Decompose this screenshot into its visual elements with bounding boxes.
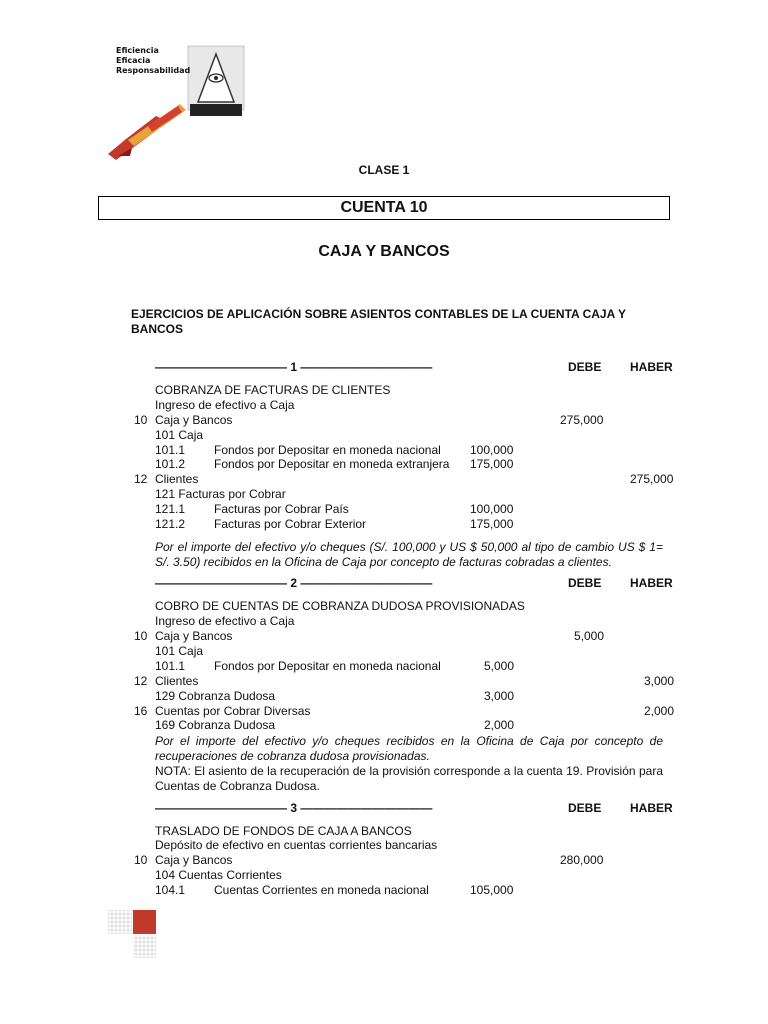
- sub-account: 121 Facturas por Cobrar: [155, 487, 286, 501]
- partial-amount: 175,000: [470, 457, 514, 471]
- page-title: CAJA Y BANCOS: [318, 243, 450, 260]
- partial-amount: 175,000: [470, 517, 514, 531]
- debe-header: DEBE: [568, 360, 602, 374]
- entry-2-note: Por el importe del efectivo y/o cheques recibidos en la Oficina de Caja por concepto de recuperaciones de cobranza dudosa provisionadas.: [155, 734, 663, 763]
- sub-account: 101 Caja: [155, 644, 204, 658]
- sub-account-name: Facturas por Cobrar País: [214, 502, 349, 516]
- sub-account-code: 101.2: [155, 457, 186, 471]
- sub-account-name: Cuentas Corrientes en moneda nacional: [214, 883, 429, 897]
- partial-amount: 3,000: [484, 689, 515, 703]
- account-name: Clientes: [155, 472, 199, 486]
- entry-2-title: COBRO DE CUENTAS DE COBRANZA DUDOSA PROVISIONADAS: [155, 599, 525, 613]
- class-label: CLASE 1: [358, 163, 410, 177]
- sub-account: 104 Cuentas Corrientes: [155, 868, 282, 882]
- haber-header: HABER: [630, 801, 673, 815]
- footer-grid-decoration: [108, 910, 158, 960]
- account-number: 12: [134, 674, 148, 688]
- sub-account-code: 101.1: [155, 443, 186, 457]
- haber-amount: 3,000: [644, 674, 675, 688]
- account-number: 10: [134, 853, 148, 867]
- account-name: Caja y Bancos: [155, 853, 233, 867]
- sub-account-name: Fondos por Depositar en moneda nacional: [214, 443, 441, 457]
- sub-account-name: Fondos por Depositar en moneda nacional: [214, 659, 441, 673]
- intro-heading: EJERCICIOS DE APLICACIÓN SOBRE ASIENTOS CONTABLES DE LA CUENTA CAJA Y BANCOS: [131, 307, 626, 336]
- sub-account-code: 121.1: [155, 502, 186, 516]
- sub-account-code: 101.1: [155, 659, 186, 673]
- entry-1-separator: ——————————— 1 ———————————: [155, 360, 433, 374]
- entry-1-title: COBRANZA DE FACTURAS DE CLIENTES: [155, 383, 391, 397]
- institution-logo: [108, 44, 248, 162]
- account-number: 16: [134, 704, 148, 718]
- debe-amount: 280,000: [560, 853, 604, 867]
- entry-3-subtitle: Depósito de efectivo en cuentas corrientes bancarias: [155, 838, 438, 852]
- sub-account-code: 104.1: [155, 883, 186, 897]
- entry-3-separator: ——————————— 3 ———————————: [155, 801, 433, 815]
- entry-2-nota: NOTA: El asiento de la recuperación de la provisión corresponde a la cuenta 19. Provisión para Cuentas de Cobranza Dudosa.: [155, 764, 663, 793]
- account-number: 12: [134, 472, 148, 486]
- sub-account-name: Facturas por Cobrar Exterior: [214, 517, 367, 531]
- account-name: Caja y Bancos: [155, 413, 233, 427]
- account-name: Caja y Bancos: [155, 629, 233, 643]
- partial-amount: 2,000: [484, 718, 515, 732]
- haber-amount: 275,000: [630, 472, 674, 486]
- entry-1-note: Por el importe del efectivo y/o cheques (S/. 100,000 y US $ 50,000 al tipo de cambio US $ 1= S/. 3.50) recibidos en la Oficina de Caja por concepto de facturas cobradas a clientes.: [155, 540, 663, 569]
- account-title-box: CUENTA 10: [98, 196, 670, 220]
- debe-header: DEBE: [568, 576, 602, 590]
- partial-amount: 100,000: [470, 443, 514, 457]
- logo-lettering: Eficiencia Eficacia Responsabilidad: [116, 46, 191, 75]
- entry-3-title: TRASLADO DE FONDOS DE CAJA A BANCOS: [155, 824, 412, 838]
- haber-header: HABER: [630, 360, 673, 374]
- entry-2-subtitle: Ingreso de efectivo a Caja: [155, 614, 295, 628]
- partial-amount: 5,000: [484, 659, 515, 673]
- sub-account-name: Fondos por Depositar en moneda extranjera: [214, 457, 450, 471]
- haber-amount: 2,000: [644, 704, 675, 718]
- sub-account: 129 Cobranza Dudosa: [155, 689, 276, 703]
- account-name: Clientes: [155, 674, 199, 688]
- debe-header: DEBE: [568, 801, 602, 815]
- sub-account-code: 121.2: [155, 517, 186, 531]
- entry-1-subtitle: Ingreso de efectivo a Caja: [155, 398, 295, 412]
- entry-2-separator: ——————————— 2 ———————————: [155, 576, 433, 590]
- account-name: Cuentas por Cobrar Diversas: [155, 704, 311, 718]
- partial-amount: 100,000: [470, 502, 514, 516]
- account-number: 10: [134, 413, 148, 427]
- debe-amount: 275,000: [560, 413, 604, 427]
- haber-header: HABER: [630, 576, 673, 590]
- sub-account: 101 Caja: [155, 428, 204, 442]
- sub-account: 169 Cobranza Dudosa: [155, 718, 276, 732]
- partial-amount: 105,000: [470, 883, 514, 897]
- debe-amount: 5,000: [574, 629, 605, 643]
- account-number: 10: [134, 629, 148, 643]
